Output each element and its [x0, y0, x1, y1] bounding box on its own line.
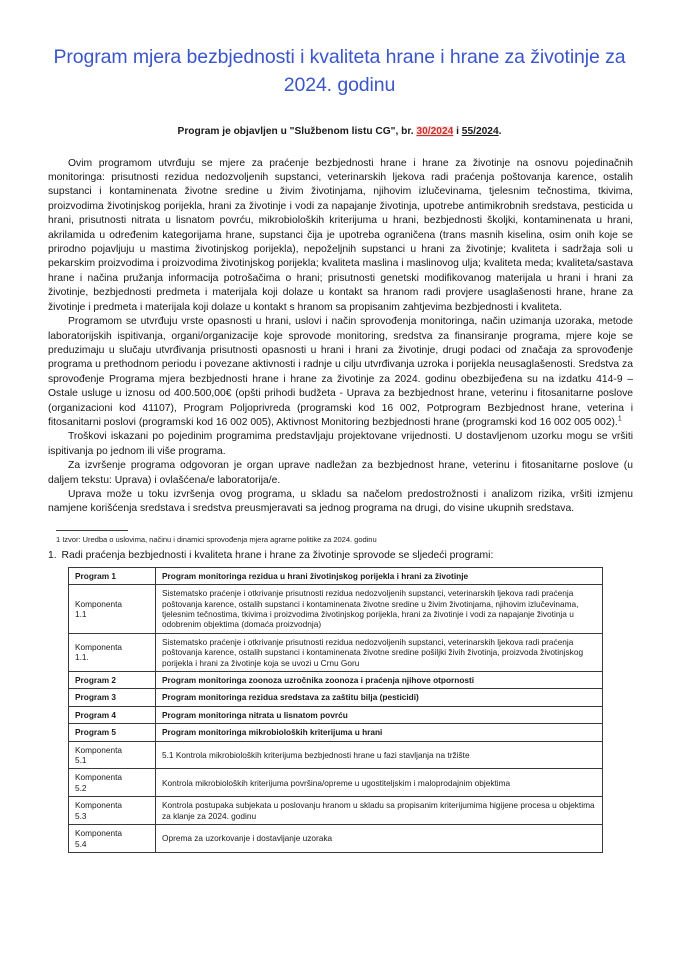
table-row-label: Komponenta 5.2: [69, 769, 156, 797]
table-row: [69, 706, 603, 723]
table-row: [69, 724, 603, 741]
table-row: [69, 567, 603, 584]
table-row-label: Komponenta 1.1.: [69, 633, 156, 671]
table-row: [69, 633, 603, 671]
table-row-label: Program 3: [69, 689, 156, 706]
official-gazette-link-30-2024[interactable]: 30/2024: [416, 126, 454, 138]
table-row-label: Komponenta 5.3: [69, 797, 156, 825]
programs-table-body: [69, 567, 603, 852]
publication-line: [0, 99, 679, 138]
paragraph-2-text: Programom se utvrđuju vrste opasnosti u hrani, uslovi i način sprovođenja monitoringa, način uzimanja uzoraka, metode laboratorijskih ispitivanja, organi/organizacije koje sprovode monitoring, sredstva za finansiranje programa, mjere koje se preduzimaju u slučaju utvrđivanja prisutnosti opasnosti u hrani i hrani za životinje, drugi podaci od značaja za sprovođenje programa u prethodnom periodu i povezane aktivnosti i radnje u cilju utvrđivanja uzroka i porijekla neusaglašenosti. Sredstva za sprovođenje Programa mjera bezbjednosti hrane i hrane za životinje za 2024. godinu obezbijeđena su na izdatku 414-9 – Ostale usluge u iznosu od 400.500,00€ (opšti prihodi budžeta - Uprava za bezbjednost hrane, veterinu i fitosanitarne poslove (organizacioni kod 41107), Program Poljoprivreda (programski kod 16 002, Potprogram Bezbjednost hrane, veterina i fitosanitarni poslovi (programski kod 16 002 005), Aktivnost Monitoring bezbjednosti hrane (programski kod 16 002 005 002).: [48, 316, 633, 428]
paragraph-2: [48, 315, 633, 430]
table-row: [69, 825, 603, 853]
page-title: Program mjera bezbjednosti i kvaliteta hrane i hrane za životinje za 2024. godinu: [53, 46, 626, 96]
list-intro-number: 1.: [48, 549, 57, 561]
table-row-text: Program monitoringa rezidua sredstava za zaštitu bilja (pesticidi): [156, 689, 603, 706]
programs-table-wrapper: [0, 567, 679, 853]
paragraph-5: Uprava može u toku izvršenja ovog programa, u skladu sa načelom predostrožnosti i analizom rizika, vršiti izmjenu namjene korišćenja sredstava i sredstva preusmjeravati sa jednog programa na drugi, do visine ukupnih sredstava.: [48, 488, 633, 515]
footnote-separator: [56, 530, 128, 531]
publication-conjunction: i: [453, 126, 462, 138]
table-row: [69, 797, 603, 825]
list-intro-text: Radi praćenja bezbjednosti i kvaliteta hrane i hrane za životinje sprovode se sljedeći programi:: [61, 549, 494, 561]
table-row: [69, 672, 603, 689]
table-row-label: Program 2: [69, 672, 156, 689]
table-row: [69, 769, 603, 797]
table-row: [69, 741, 603, 769]
table-row-text: Program monitoringa zoonoza uzročnika zoonoza i praćenja njihove otpornosti: [156, 672, 603, 689]
table-row-text: Program monitoringa rezidua u hrani životinjskog porijekla i hrani za životinje: [156, 567, 603, 584]
table-row-label: Komponenta 5.1: [69, 741, 156, 769]
table-row-label: Komponenta 5.4: [69, 825, 156, 853]
table-row-label: Program 4: [69, 706, 156, 723]
publication-suffix: .: [498, 126, 502, 138]
paragraph-3: Troškovi iskazani po pojedinim programima predstavljaju projektovane vrijednosti. U dostavljenom uzorku mogu se vršiti ispitivanja po jednom ili više programa.: [48, 431, 633, 457]
footnote-area: [0, 530, 679, 545]
table-row-text: 5.1 Kontrola mikrobioloških kriterijuma bezbjednosti hrane u fazi stavljanja na tržište: [156, 741, 603, 769]
footnote-marker: 1: [617, 415, 622, 423]
table-row-label: Komponenta 1.1: [69, 585, 156, 634]
table-row-text: Sistematsko praćenje i otkrivanje prisutnosti rezidua nedozvoljenih supstanci, veterinarskih ljekova radi praćenja poštovanja karence, ostalih supstanci i kontaminenata životne sredine u živim životinjama, njihovim izlučevinama, tjelesnim tečnostima, tkivima i proizvodima životinjskog porijekla, hrani za životinje i vodi za napajanje životinja u odobrenim objektima (domaća proizvodnja): [156, 585, 603, 634]
table-row-label: Program 5: [69, 724, 156, 741]
official-gazette-link-55-2024[interactable]: 55/2024: [461, 126, 499, 138]
paragraph-1: Ovim programom utvrđuju se mjere za praćenje bezbjednosti hrane i hrane za životinje na osnovu pojedinačnih monitoringa: prisutnosti rezidua nedozvoljenih supstanci, veterinarskih ljekova radi praćenja poštovanja karence, ostalih supstanci i kontaminenata životne sredine u živim životinjama, njihovim izlučevinama, tjelesnim tečnostima, tkivima, proizvodima životinjskog porijekla, hrani za životinje i vodi za napajanje životinja, upotrebe antimikrobnih sredstava, pesticida u hrani, prisutnosti nitrata u lisnatom povrću, mikrobioloških kriterijuma u hrani, bezbjednosti školjki, kontaminenata u hrani, akrilamida u određenim kategorijama hrane, supstanci čija je upotreba ograničena (trans masnih kiselina, osim onih koje se prirodno pojavljuju u mastima životinjskog porijekla), nepoželjnih supstanci u hrani za životinje; kvaliteta i sadržaja soli u pekarskim proizvodima i proizvodima životinjskog porijekla; kvaliteta maslina i maslinovog ulja; kvaliteta meda; kvaliteta/sastava hrane i načina pružanja informacija potrošačima o hrani; prisutnosti genetski modifikovanog materijala u hrani i hrani za životinje, bezbjednosti predmeta i materijala koji dolaze u kontakt sa hranom radi provjere usaglašenosti hrane, hrane za životinje i predmeta i materijala koji dolaze u kontakt s hranom sa propisanim zahtjevima bezbjednosti i kvaliteta.: [48, 157, 633, 313]
table-row-text: Oprema za uzorkovanje i dostavljanje uzoraka: [156, 825, 603, 853]
paragraph-4: Za izvršenje programa odgovoran je organ uprave nadležan za bezbjednost hrane, veterinu i fitosanitarne poslove (u daljem tekstu: Uprava) i ovlašćena/e laboratorija/e.: [48, 460, 633, 486]
table-row-label: Program 1: [69, 567, 156, 584]
table-row-text: Program monitoringa nitrata u lisnatom povrću: [156, 706, 603, 723]
table-row-text: Sistematsko praćenje i otkrivanje prisutnosti rezidua nedozvoljenih supstanci, veterinarskih ljekova radi praćenja poštovanja karence, ostalih supstanci i kontaminenata životne sredine pošiljki živih životinja, proizvoda životinjskog porijekla i hrani za životinje koja se uvozi u Crnu Goru: [156, 633, 603, 671]
list-intro-line: [0, 549, 679, 563]
body-text-block: [0, 157, 679, 517]
table-row: [69, 585, 603, 634]
footnote-text: 1 Izvor: Uredba o uslovima, načinu i dinamici sprovođenja mjera agrarne politike za 2024. godinu: [56, 534, 377, 544]
programs-table: [68, 567, 603, 853]
table-row-text: Kontrola postupaka subjekata u poslovanju hranom u skladu sa propisanim kriterijumima higijene procesa u objektima za klanje za 2024. godinu: [156, 797, 603, 825]
publication-prefix: Program je objavljen u "Službenom listu CG", br.: [177, 126, 417, 138]
table-row-text: Kontrola mikrobioloških kriterijuma površina/opreme u ugostiteljskim i maloprodajnim objektima: [156, 769, 603, 797]
table-row-text: Program monitoringa mikrobioloških kriterijuma u hrani: [156, 724, 603, 741]
table-row: [69, 689, 603, 706]
